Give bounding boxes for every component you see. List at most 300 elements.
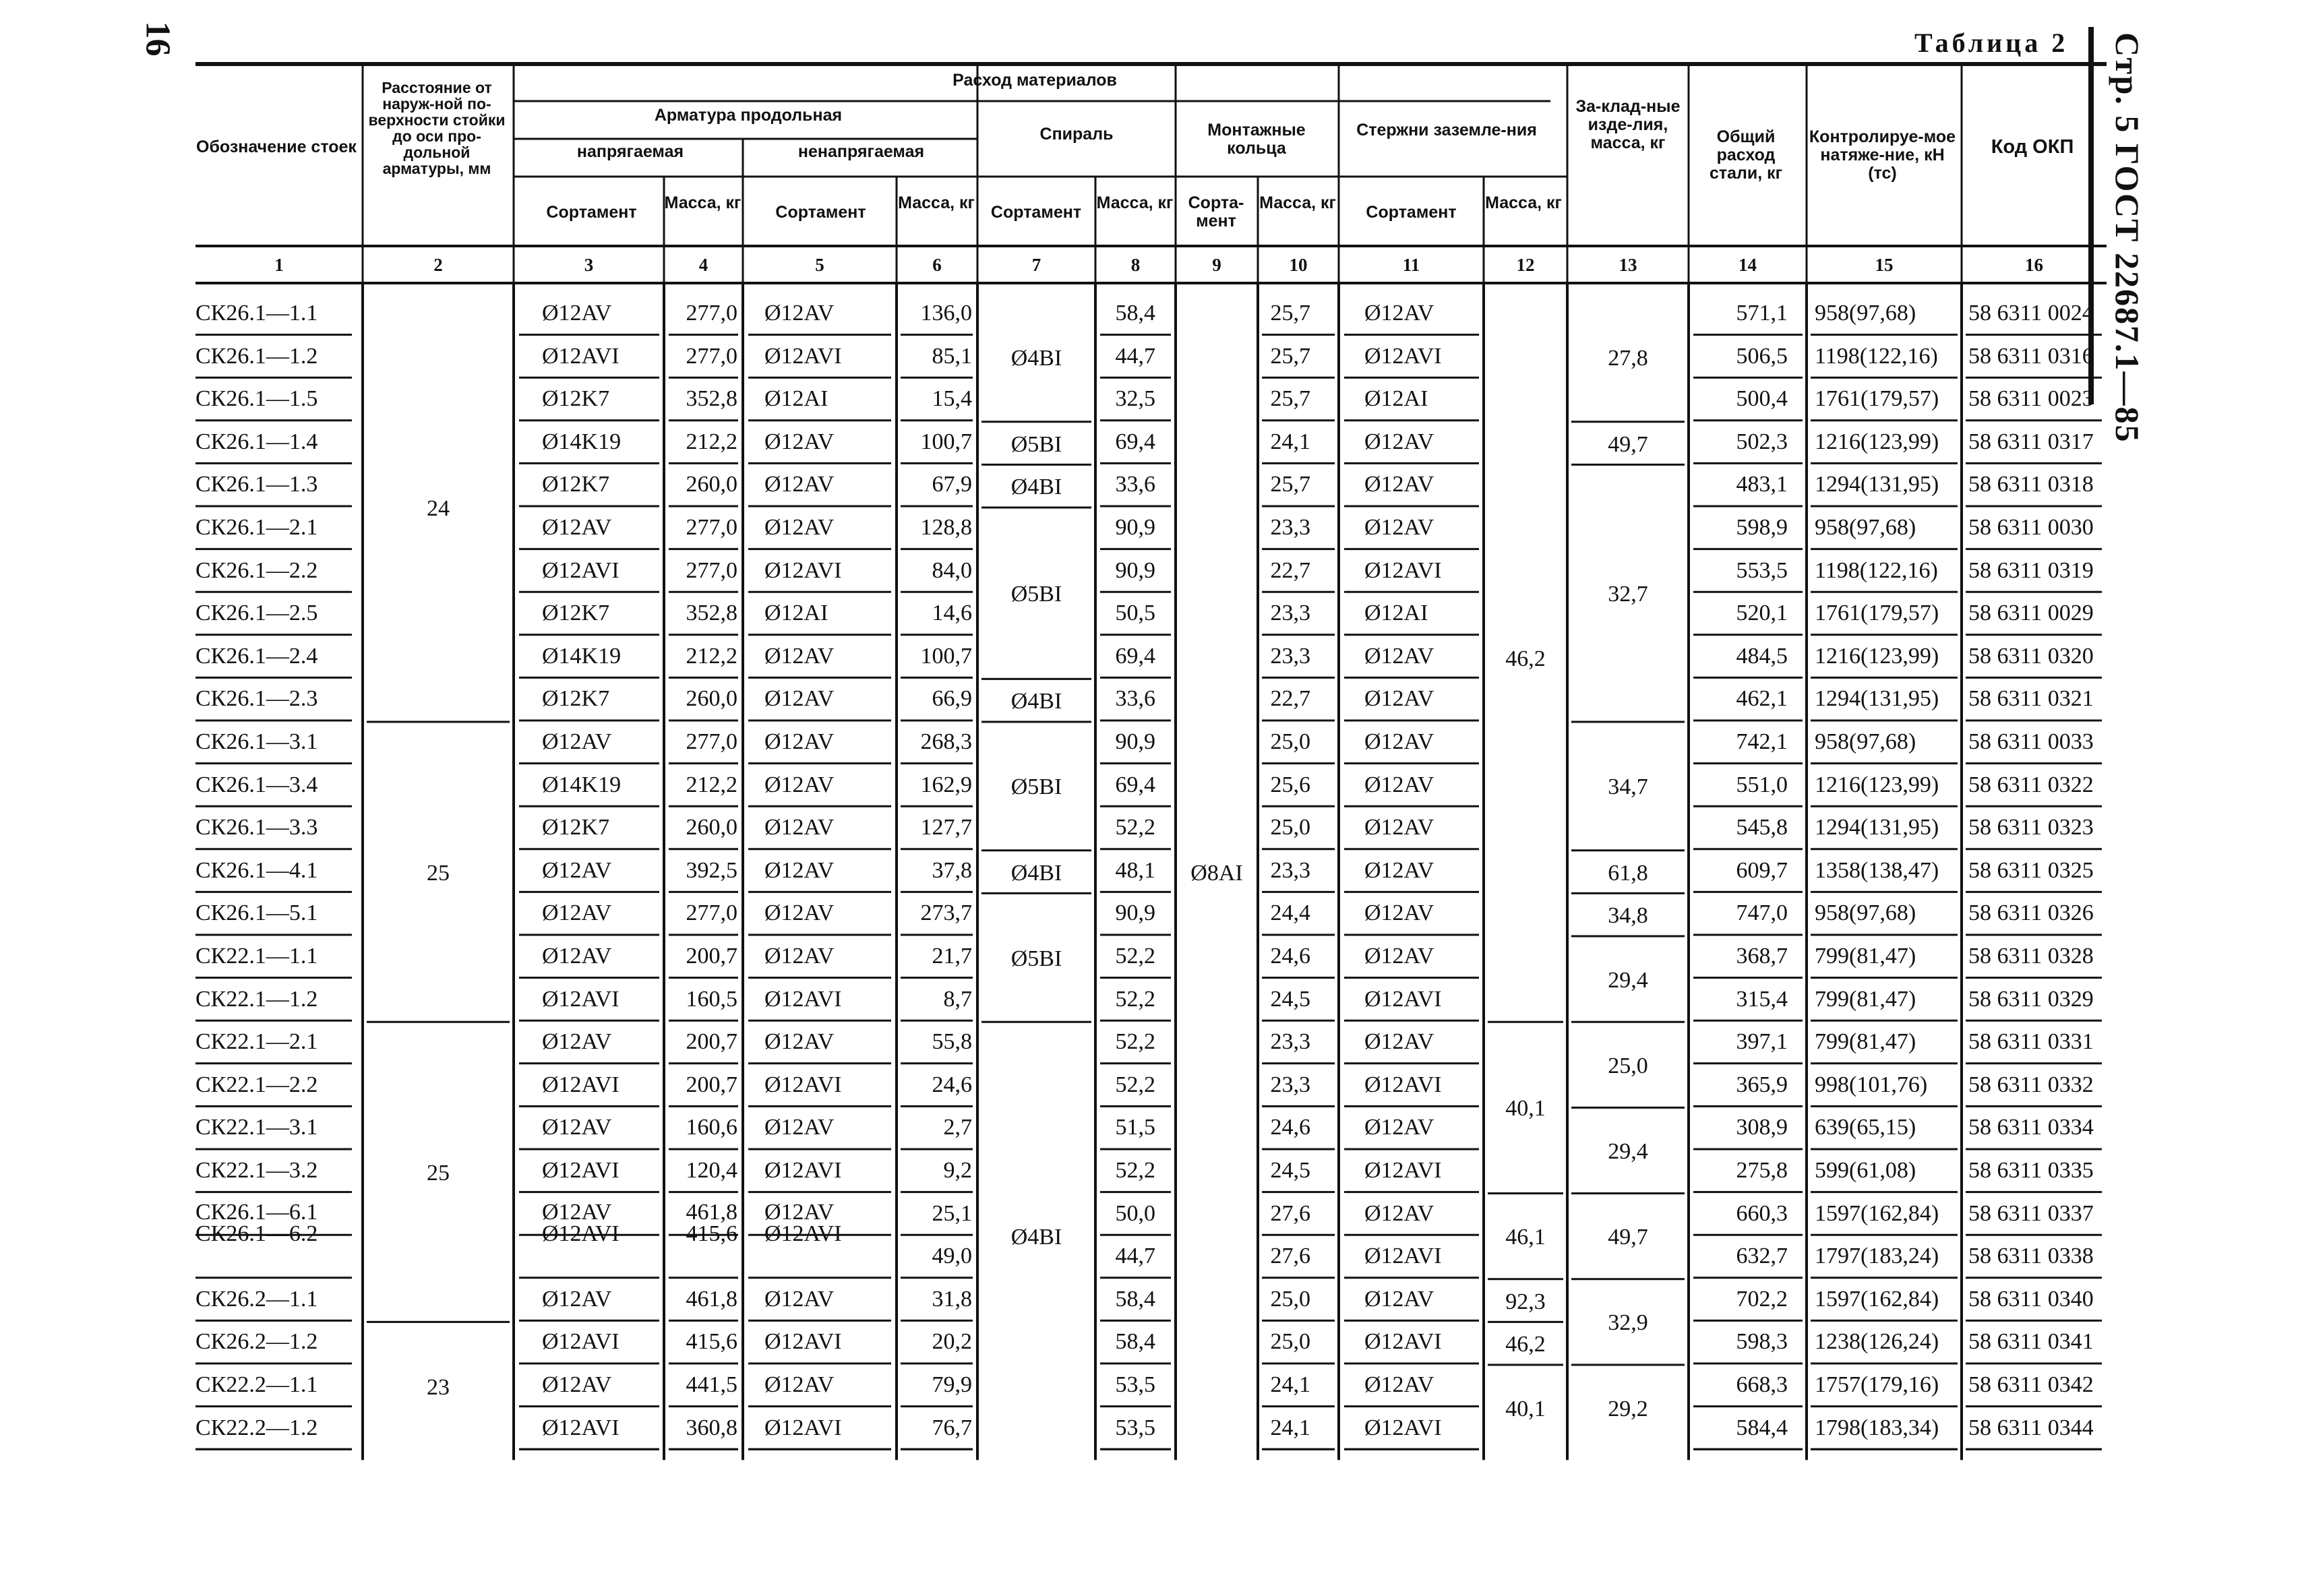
cell-sort5: Ø12AV: [764, 1199, 835, 1225]
cell-mass8: 50,0: [1115, 1200, 1155, 1226]
header-mass12: Масса, кг: [1485, 193, 1562, 212]
cell-obsh: 397,1: [1736, 1029, 1788, 1055]
cell-kod: 58 6311 0328: [1968, 944, 2094, 969]
cell-oboz: СК26.1—3.1: [195, 729, 318, 754]
cell-sort5: Ø12AI: [764, 601, 828, 626]
cell-obsh: 747,0: [1736, 900, 1788, 926]
cell-kod: 58 6311 0322: [1968, 772, 2094, 797]
cell-mass4: 352,8: [686, 386, 737, 412]
cell-sort3: Ø12AV: [542, 1286, 612, 1312]
cell-mass8: 90,9: [1115, 900, 1155, 926]
cell-sort11: Ø12AV: [1364, 1200, 1434, 1226]
cell-kod: 58 6311 0326: [1968, 900, 2094, 926]
cell-sort11: Ø12AV: [1364, 686, 1434, 712]
cell-kod: 58 6311 0033: [1968, 729, 2094, 754]
cell-sort11: Ø12AVI: [1364, 986, 1442, 1012]
cell-mass8: 90,9: [1115, 515, 1155, 540]
col12-value: 40,1: [1505, 1096, 1546, 1122]
cell-sort3: Ø12AVI: [542, 557, 619, 583]
cell-sort3: Ø12AV: [542, 301, 612, 326]
cell-sort3: Ø12AVI: [542, 343, 619, 369]
cell-obsh: 500,4: [1736, 386, 1788, 412]
cell-obsh: 598,3: [1736, 1329, 1788, 1355]
cell-oboz: СК26.1—2.3: [195, 686, 318, 712]
cell-kontr: 599(61,08): [1815, 1158, 1916, 1183]
cell-sort5: Ø12AV: [764, 944, 835, 969]
cell-mass10: 23,3: [1270, 1029, 1310, 1055]
col7-value: Ø4BI: [1010, 474, 1062, 500]
cell-mass4: 277,0: [686, 729, 737, 754]
cell-kontr: 799(81,47): [1815, 1029, 1916, 1055]
col13-value: 29,2: [1608, 1396, 1648, 1421]
col12-value: 92,3: [1505, 1289, 1546, 1314]
cell-obsh: 742,1: [1736, 729, 1788, 754]
cell-kontr: 1358(138,47): [1815, 857, 1939, 883]
cell-sort3: Ø14K19: [542, 429, 622, 454]
cell-mass8: 44,7: [1115, 343, 1155, 369]
cell-mass4: 392,5: [686, 857, 737, 883]
cell-mass4: 160,6: [686, 1115, 737, 1140]
cell-sort5: Ø12AV: [764, 772, 835, 797]
col2-value: 23: [427, 1374, 450, 1400]
header-obsh: Общий расход стали, кг: [1709, 127, 1783, 183]
cell-oboz: СК22.2—1.2: [195, 1415, 318, 1440]
col13-value: 34,8: [1608, 903, 1648, 929]
cell-mass8: 69,4: [1115, 429, 1155, 454]
cell-kod: 58 6311 0335: [1968, 1158, 2094, 1183]
header-rass: Расстояние от наруж-ной по-верхности стойки до оси про-дольной арматуры, мм: [368, 79, 506, 177]
cell-sort5: Ø12AV: [764, 1286, 835, 1312]
cell-oboz: СК26.1—1.4: [195, 429, 318, 454]
cell-oboz: СК26.1—6.2: [195, 1221, 318, 1246]
cell-kontr: 799(81,47): [1815, 986, 1916, 1012]
cell-kod: 58 6311 0329: [1968, 986, 2094, 1012]
header-kod: Код ОКП: [1991, 136, 2074, 158]
cell-sort5: Ø12AVI: [764, 1415, 842, 1440]
cell-obsh: 551,0: [1736, 772, 1788, 797]
cell-mass10: 25,0: [1270, 729, 1310, 754]
cell-sort3: Ø12K7: [542, 386, 610, 412]
header-napr: напрягаемая: [576, 142, 684, 161]
cell-obsh: 506,5: [1736, 343, 1788, 369]
cell-oboz: СК26.1—6.1: [195, 1199, 318, 1225]
cell-sort11: Ø12AI: [1364, 601, 1428, 626]
cell-mass4: 277,0: [686, 301, 737, 326]
col2-value: 25: [427, 1160, 450, 1186]
column-number: 15: [1875, 255, 1894, 275]
cell-mass6: 31,8: [932, 1286, 972, 1312]
cell-mass8: 58,4: [1115, 301, 1155, 326]
cell-sort11: Ø12AV: [1364, 515, 1434, 540]
column-number: 16: [2025, 255, 2043, 275]
cell-kontr: 1216(123,99): [1815, 643, 1939, 669]
cell-sort5: Ø12AVI: [764, 1329, 842, 1355]
cell-kod: 58 6311 0317: [1968, 429, 2094, 454]
header-sort11: Сортамент: [1366, 203, 1457, 222]
cell-mass6: 76,7: [932, 1415, 972, 1440]
cell-mass10: 24,1: [1270, 1415, 1310, 1440]
cell-mass10: 23,3: [1270, 1072, 1310, 1097]
table-caption: Таблица 2: [1914, 28, 2069, 58]
cell-mass4: 352,8: [686, 601, 737, 626]
col7-value: Ø5BI: [1010, 582, 1062, 607]
header-sterzh: Стержни заземле-ния: [1356, 121, 1537, 140]
cell-sort3: Ø12AV: [542, 944, 612, 969]
header-rashod: Расход материалов: [953, 71, 1117, 90]
cell-oboz: СК26.1—1.2: [195, 343, 318, 369]
cell-mass10: 23,3: [1270, 643, 1310, 669]
column-number: 11: [1402, 255, 1420, 275]
cell-sort11: Ø12AV: [1364, 1286, 1434, 1312]
cell-sort5: Ø12AVI: [764, 1221, 842, 1246]
cell-mass6: 37,8: [932, 857, 972, 883]
cell-sort5: Ø12AI: [764, 386, 828, 412]
col13-value: 32,7: [1608, 582, 1648, 607]
cell-mass10: 25,0: [1270, 1329, 1310, 1355]
cell-mass10: 22,7: [1270, 686, 1310, 712]
cell-sort3: Ø12AV: [542, 857, 612, 883]
cell-sort3: Ø12AV: [542, 1029, 612, 1055]
cell-sort3: Ø12AVI: [542, 1329, 619, 1355]
cell-mass4: 415,6: [686, 1221, 737, 1246]
cell-oboz: СК22.1—1.1: [195, 944, 318, 969]
cell-mass8: 33,6: [1115, 686, 1155, 712]
cell-sort3: Ø12K7: [542, 472, 610, 497]
cell-mass4: 277,0: [686, 557, 737, 583]
cell-sort3: Ø12K7: [542, 686, 610, 712]
cell-mass8: 90,9: [1115, 729, 1155, 754]
col13-value: 29,4: [1608, 967, 1648, 993]
cell-mass10: 23,3: [1270, 857, 1310, 883]
cell-mass6: 2,7: [943, 1115, 972, 1140]
cell-kod: 58 6311 0318: [1968, 472, 2094, 497]
cell-sort11: Ø12AVI: [1364, 343, 1442, 369]
cell-sort11: Ø12AV: [1364, 1115, 1434, 1140]
cell-mass8: 52,2: [1115, 986, 1155, 1012]
col2-value: 24: [427, 496, 450, 521]
col13-value: 27,8: [1608, 346, 1648, 371]
cell-obsh: 520,1: [1736, 601, 1788, 626]
cell-obsh: 632,7: [1736, 1244, 1788, 1269]
cell-mass8: 52,2: [1115, 944, 1155, 969]
cell-kontr: 1238(126,24): [1815, 1329, 1939, 1355]
cell-mass10: 23,3: [1270, 601, 1310, 626]
header-mass4: Масса, кг: [664, 193, 742, 212]
cell-sort11: Ø12AVI: [1364, 557, 1442, 583]
cell-kod: 58 6311 0316: [1968, 343, 2094, 369]
cell-obsh: 368,7: [1736, 944, 1788, 969]
col12-value: 40,1: [1505, 1396, 1546, 1421]
cell-obsh: 484,5: [1736, 643, 1788, 669]
cell-oboz: СК26.1—3.4: [195, 772, 318, 797]
cell-mass8: 52,2: [1115, 1158, 1155, 1183]
cell-oboz: СК26.1—2.5: [195, 601, 318, 626]
cell-mass6: 8,7: [943, 986, 972, 1012]
cell-sort3: Ø14K19: [542, 772, 622, 797]
cell-mass4: 212,2: [686, 772, 737, 797]
col7-value: Ø5BI: [1010, 946, 1062, 971]
column-number: 1: [274, 255, 284, 275]
col13-value: 34,7: [1608, 774, 1648, 800]
cell-sort11: Ø12AVI: [1364, 1415, 1442, 1440]
cell-mass10: 24,6: [1270, 944, 1310, 969]
cell-mass8: 50,5: [1115, 601, 1155, 626]
cell-mass6: 273,7: [920, 900, 972, 926]
cell-sort11: Ø12AI: [1364, 386, 1428, 412]
col7-value: Ø4BI: [1010, 689, 1062, 714]
gost-header: Стр. 5 ГОСТ 22687.1—85: [2109, 32, 2146, 443]
cell-kontr: 1198(122,16): [1815, 557, 1938, 583]
cell-mass4: 212,2: [686, 643, 737, 669]
cell-oboz: СК22.1—3.1: [195, 1115, 318, 1140]
cell-sort5: Ø12AV: [764, 686, 835, 712]
cell-sort11: Ø12AV: [1364, 472, 1434, 497]
cell-mass8: 48,1: [1115, 857, 1155, 883]
cell-sort5: Ø12AV: [764, 815, 835, 840]
cell-sort3: Ø12AVI: [542, 1072, 619, 1097]
cell-mass4: 461,8: [686, 1199, 737, 1225]
cell-kod: 58 6311 0320: [1968, 643, 2094, 669]
cell-sort5: Ø12AVI: [764, 1158, 842, 1183]
cell-mass10: 25,0: [1270, 1286, 1310, 1312]
cell-sort11: Ø12AVI: [1364, 1072, 1442, 1097]
col12-value: 46,2: [1505, 1332, 1546, 1357]
col9-value: Ø8AI: [1190, 860, 1243, 886]
header-mass10: Масса, кг: [1259, 193, 1336, 212]
cell-mass10: 22,7: [1270, 557, 1310, 583]
cell-sort3: Ø12AVI: [542, 1221, 619, 1246]
cell-sort3: Ø14K19: [542, 643, 622, 669]
cell-sort5: Ø12AV: [764, 643, 835, 669]
cell-obsh: 553,5: [1736, 557, 1788, 583]
cell-mass4: 441,5: [686, 1372, 737, 1397]
cell-mass8: 52,2: [1115, 1029, 1155, 1055]
cell-oboz: СК26.1—1.3: [195, 472, 318, 497]
cell-mass6: 85,1: [932, 343, 972, 369]
cell-mass4: 160,5: [686, 986, 737, 1012]
cell-oboz: СК26.1—2.2: [195, 557, 318, 583]
cell-sort5: Ø12AV: [764, 729, 835, 754]
cell-mass8: 58,4: [1115, 1286, 1155, 1312]
cell-sort11: Ø12AVI: [1364, 1329, 1442, 1355]
cell-kontr: 958(97,68): [1815, 729, 1916, 754]
cell-kontr: 1198(122,16): [1815, 343, 1938, 369]
col13-value: 25,0: [1608, 1053, 1648, 1078]
cell-sort3: Ø12AV: [542, 1199, 612, 1225]
col13-value: 29,4: [1608, 1139, 1648, 1164]
cell-mass8: 69,4: [1115, 772, 1155, 797]
cell-kod: 58 6311 0029: [1968, 601, 2094, 626]
cell-sort3: Ø12AVI: [542, 1158, 619, 1183]
header-oboz: Обозначение стоек: [196, 137, 357, 156]
cell-kod: 58 6311 0331: [1968, 1029, 2094, 1055]
cell-kontr: 1294(131,95): [1815, 686, 1939, 712]
cell-kontr: 1216(123,99): [1815, 772, 1939, 797]
cell-sort5: Ø12AV: [764, 301, 835, 326]
cell-obsh: 702,2: [1736, 1286, 1788, 1312]
col12-value: 46,2: [1505, 646, 1546, 671]
cell-mass4: 277,0: [686, 900, 737, 926]
column-number: 4: [698, 255, 708, 275]
cell-sort11: Ø12AV: [1364, 944, 1434, 969]
cell-mass6: 136,0: [920, 301, 972, 326]
cell-mass10: 24,5: [1270, 1158, 1310, 1183]
col12-value: 46,1: [1505, 1225, 1546, 1250]
cell-oboz: СК26.1—4.1: [195, 857, 318, 883]
cell-sort3: Ø12AV: [542, 1372, 612, 1397]
cell-oboz: СК22.2—1.1: [195, 1372, 318, 1397]
cell-kontr: 1294(131,95): [1815, 472, 1939, 497]
cell-sort11: Ø12AV: [1364, 1029, 1434, 1055]
cell-sort5: Ø12AV: [764, 472, 835, 497]
cell-mass6: 100,7: [920, 643, 972, 669]
cell-obsh: 483,1: [1736, 472, 1788, 497]
cell-obsh: 660,3: [1736, 1200, 1788, 1226]
cell-mass10: 24,5: [1270, 986, 1310, 1012]
cell-mass4: 200,7: [686, 1029, 737, 1055]
cell-mass6: 20,2: [932, 1329, 972, 1355]
cell-kod: 58 6311 0334: [1968, 1115, 2094, 1140]
cell-sort11: Ø12AV: [1364, 429, 1434, 454]
cell-kod: 58 6311 0342: [1968, 1372, 2094, 1397]
cell-kontr: 958(97,68): [1815, 515, 1916, 540]
col13-value: 32,9: [1608, 1310, 1648, 1336]
cell-mass4: 461,8: [686, 1286, 737, 1312]
cell-mass10: 24,4: [1270, 900, 1310, 926]
cell-obsh: 462,1: [1736, 686, 1788, 712]
page-number: 16: [138, 21, 177, 57]
cell-oboz: СК26.1—1.1: [195, 301, 318, 326]
cell-obsh: 545,8: [1736, 815, 1788, 840]
cell-sort3: Ø12AVI: [542, 1415, 619, 1440]
cell-mass6: 14,6: [932, 601, 972, 626]
cell-mass6: 55,8: [932, 1029, 972, 1055]
cell-mass10: 24,1: [1270, 1372, 1310, 1397]
cell-sort11: Ø12AV: [1364, 729, 1434, 754]
cell-mass10: 25,7: [1270, 472, 1310, 497]
cell-oboz: СК26.1—3.3: [195, 815, 318, 840]
cell-mass6: 49,0: [932, 1244, 972, 1269]
cell-sort3: Ø12AV: [542, 729, 612, 754]
header-nenapr: ненапрягаемая: [797, 142, 925, 161]
cell-kontr: 1216(123,99): [1815, 429, 1939, 454]
column-number: 10: [1289, 255, 1308, 275]
header-mont: Монтажные кольца: [1207, 121, 1306, 158]
column-number: 14: [1738, 255, 1757, 275]
cell-kontr: 1761(179,57): [1815, 601, 1939, 626]
cell-mass6: 21,7: [932, 944, 972, 969]
cell-kod: 58 6311 0319: [1968, 557, 2094, 583]
cell-mass6: 100,7: [920, 429, 972, 454]
cell-mass6: 84,0: [932, 557, 972, 583]
column-number: 5: [815, 255, 824, 275]
cell-mass8: 52,2: [1115, 815, 1155, 840]
cell-kod: 58 6311 0023: [1968, 386, 2094, 412]
cell-obsh: 598,9: [1736, 515, 1788, 540]
cell-mass10: 23,3: [1270, 515, 1310, 540]
cell-mass4: 260,0: [686, 686, 737, 712]
header-sort3: Сортамент: [546, 203, 637, 222]
cell-mass10: 25,0: [1270, 815, 1310, 840]
column-number: 6: [932, 255, 942, 275]
cell-mass8: 33,6: [1115, 472, 1155, 497]
cell-mass4: 120,4: [686, 1158, 737, 1183]
cell-oboz: СК22.1—3.2: [195, 1158, 318, 1183]
cell-kontr: 998(101,76): [1815, 1072, 1928, 1097]
cell-sort11: Ø12AV: [1364, 900, 1434, 926]
cell-mass10: 25,7: [1270, 301, 1310, 326]
header-sort5: Сортамент: [775, 203, 866, 222]
cell-mass10: 25,7: [1270, 386, 1310, 412]
col13-value: 49,7: [1608, 1225, 1648, 1250]
cell-obsh: 502,3: [1736, 429, 1788, 454]
cell-kontr: 958(97,68): [1815, 900, 1916, 926]
cell-mass8: 52,2: [1115, 1072, 1155, 1097]
cell-sort3: Ø12K7: [542, 815, 610, 840]
cell-oboz: СК26.1—2.1: [195, 515, 318, 540]
cell-mass4: 360,8: [686, 1415, 737, 1440]
cell-oboz: СК26.1—1.5: [195, 386, 318, 412]
cell-mass8: 90,9: [1115, 557, 1155, 583]
column-number: 12: [1516, 255, 1535, 275]
cell-kod: 58 6311 0323: [1968, 815, 2094, 840]
cell-sort5: Ø12AV: [764, 1115, 835, 1140]
header-armatura: Арматура продольная: [654, 106, 843, 125]
cell-kod: 58 6311 0024: [1968, 301, 2094, 326]
cell-obsh: 609,7: [1736, 857, 1788, 883]
cell-mass4: 212,2: [686, 429, 737, 454]
cell-kontr: 1597(162,84): [1815, 1200, 1939, 1226]
cell-kontr: 1761(179,57): [1815, 386, 1939, 412]
cell-mass10: 27,6: [1270, 1200, 1310, 1226]
cell-sort11: Ø12AV: [1364, 643, 1434, 669]
cell-sort5: Ø12AV: [764, 900, 835, 926]
cell-oboz: СК26.2—1.1: [195, 1286, 318, 1312]
cell-obsh: 365,9: [1736, 1072, 1788, 1097]
cell-mass6: 79,9: [932, 1372, 972, 1397]
col7-value: Ø5BI: [1010, 431, 1062, 457]
column-number: 13: [1619, 255, 1637, 275]
cell-sort5: Ø12AV: [764, 1372, 835, 1397]
cell-sort5: Ø12AVI: [764, 1072, 842, 1097]
header-sort7: Сортамент: [990, 203, 1082, 222]
cell-mass8: 53,5: [1115, 1372, 1155, 1397]
cell-sort11: Ø12AV: [1364, 857, 1434, 883]
cell-sort11: Ø12AVI: [1364, 1158, 1442, 1183]
cell-kod: 58 6311 0340: [1968, 1286, 2094, 1312]
header-zakl: За-клад-ные изде-лия, масса, кг: [1575, 97, 1681, 152]
cell-kod: 58 6311 0030: [1968, 515, 2094, 540]
cell-mass4: 200,7: [686, 944, 737, 969]
cell-mass6: 128,8: [920, 515, 972, 540]
cell-kod: 58 6311 0337: [1968, 1200, 2094, 1226]
cell-mass6: 67,9: [932, 472, 972, 497]
cell-sort3: Ø12K7: [542, 601, 610, 626]
header-mass6: Масса, кг: [898, 193, 975, 212]
cell-sort5: Ø12AV: [764, 1029, 835, 1055]
column-number: 8: [1130, 255, 1141, 275]
cell-obsh: 668,3: [1736, 1372, 1788, 1397]
cell-oboz: СК26.2—1.2: [195, 1329, 318, 1355]
cell-mass4: 200,7: [686, 1072, 737, 1097]
cell-kod: 58 6311 0321: [1968, 686, 2094, 712]
cell-kontr: 799(81,47): [1815, 944, 1916, 969]
cell-kod: 58 6311 0341: [1968, 1329, 2094, 1355]
column-number: 2: [433, 255, 443, 275]
col7-value: Ø5BI: [1010, 774, 1062, 800]
cell-mass10: 25,7: [1270, 343, 1310, 369]
cell-mass10: 25,6: [1270, 772, 1310, 797]
